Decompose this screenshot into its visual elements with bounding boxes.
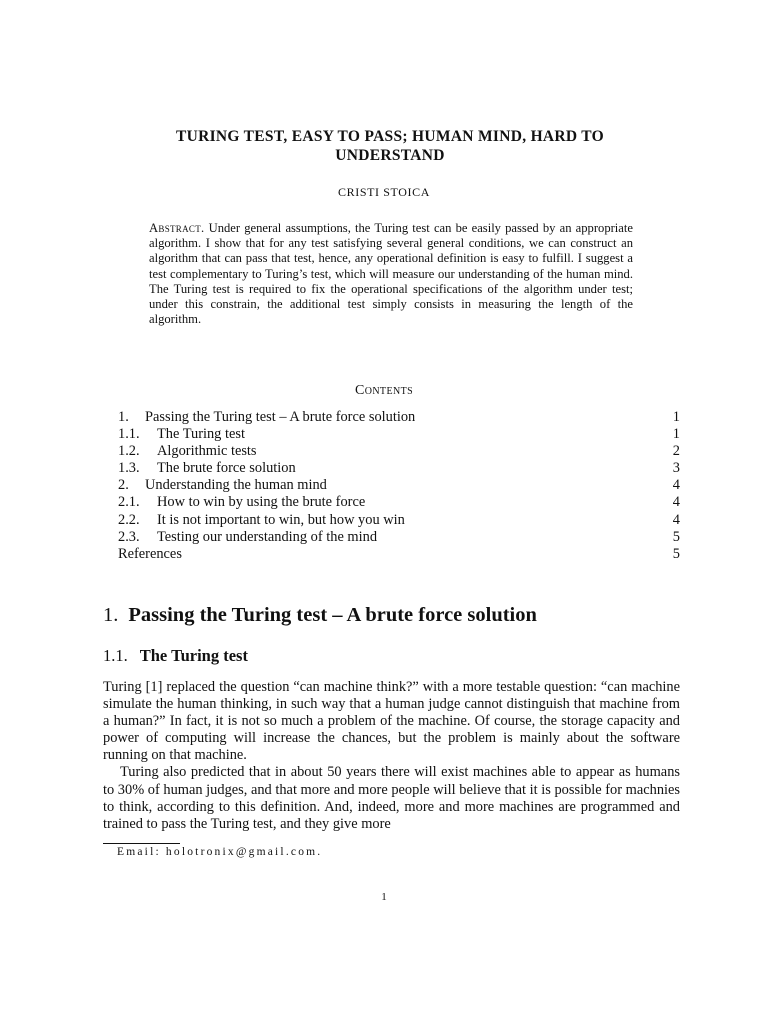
toc-item-number: 1.2. — [118, 443, 140, 460]
table-of-contents — [118, 409, 680, 563]
toc-item[interactable] — [118, 443, 680, 460]
toc-item-page: 4 — [672, 477, 680, 494]
toc-item-page: 3 — [672, 460, 680, 477]
toc-item-page: 4 — [672, 494, 680, 511]
toc-item-label: Algorithmic tests — [157, 443, 257, 460]
toc-item[interactable] — [118, 409, 680, 426]
toc-item-page: 5 — [672, 545, 680, 562]
toc-item[interactable] — [118, 477, 680, 494]
section-heading — [103, 604, 537, 627]
toc-item-label: Testing our understanding of the mind — [157, 528, 378, 545]
paper-title: TURING TEST, EASY TO PASS; HUMAN MIND, HARD TO UNDERSTAND — [175, 128, 605, 164]
toc-item-number: 2.2. — [118, 511, 140, 528]
toc-item-number: 2.1. — [118, 494, 140, 511]
author-name: CRISTI STOICA — [338, 185, 430, 199]
footnote-rule — [103, 843, 180, 844]
toc-item[interactable] — [118, 494, 680, 511]
contents-heading: Contents — [354, 383, 414, 398]
abstract-text: Under general assumptions, the Turing test can be easily passed by an appropriate algorithm. I show that for any test satisfying several general conditions, we can construct an algorithm that can pass that test, hence, any operational definition is easy to fulfill. I suggest a test complementary to Turing’s test, which will measure our understanding of the human mind. The Turing test is required to fix the operational specifications of the algorithm under test; under this constrain, the additional test simply consists in measuring the length of the algorithm. — [149, 221, 633, 327]
section-number: 1. — [103, 604, 119, 626]
toc-item-page: 1 — [672, 409, 680, 425]
toc-item-number: 2. — [118, 477, 129, 494]
paragraph: Turing [1] replaced the question “can machine think?” with a more testable question: “can machine simulate the human thinking, in such way that a human judge cannot distinguish that machine from a human?” In fact, it is not so much a problem of the machine. Of course, the storage capacity and power of computing will increase the chances, but the problem is mainly about the software running on that machine. — [103, 679, 680, 764]
footnote: Email: holotronix@gmail.com. — [117, 846, 323, 858]
toc-item[interactable] — [118, 460, 680, 477]
abstract — [149, 221, 633, 327]
subsection-title: The Turing test — [139, 646, 248, 665]
toc-item-label: Understanding the human mind — [145, 477, 327, 494]
toc-item-number: 2.3. — [118, 528, 140, 545]
subsection-number: 1.1. — [103, 646, 128, 665]
paragraph: Turing also predicted that in about 50 years there will exist machines able to appear as humans to 30% of human judges, and that more and more people will believe that it is possible for machnies to think, according to this definition. And, indeed, more and more machines are programmed and trained to pass the Turing test, and they give more — [103, 764, 680, 832]
body-text — [103, 679, 680, 833]
toc-item-page: 1 — [672, 426, 680, 443]
toc-item-label: The brute force solution — [157, 460, 296, 477]
toc-item-number: 1.3. — [118, 460, 140, 477]
subsection-heading — [103, 646, 248, 666]
toc-item[interactable] — [118, 546, 680, 563]
toc-item-page: 5 — [672, 528, 680, 545]
toc-item-label: How to win by using the brute force — [157, 494, 366, 511]
page-number: 1 — [381, 891, 387, 903]
toc-item-page: 4 — [672, 511, 680, 528]
toc-item-number: 1.1. — [118, 426, 140, 443]
toc-item-number: 1. — [118, 409, 129, 425]
abstract-label: Abstract. — [149, 221, 205, 235]
section-title: Passing the Turing test – A brute force solution — [128, 604, 537, 626]
toc-item-page: 2 — [672, 443, 680, 460]
toc-item-label: Passing the Turing test – A brute force solution — [145, 409, 416, 425]
toc-item[interactable] — [118, 512, 680, 529]
toc-item[interactable] — [118, 529, 680, 546]
toc-item-label: The Turing test — [157, 426, 245, 443]
toc-item[interactable] — [118, 426, 680, 443]
toc-item-label: References — [118, 545, 182, 562]
toc-item-label: It is not important to win, but how you win — [157, 511, 405, 528]
